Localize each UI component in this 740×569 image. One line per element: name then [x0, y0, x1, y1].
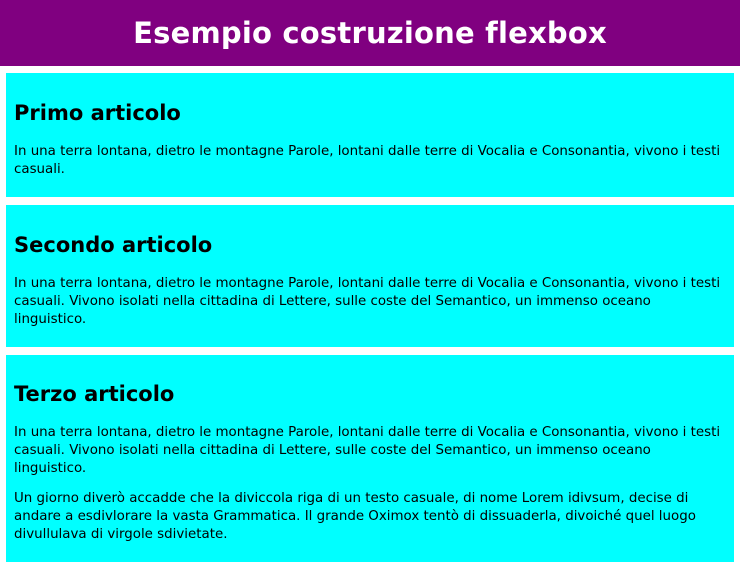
article-title: Secondo articolo	[14, 233, 213, 257]
article-terzo	[6, 355, 734, 562]
page-header	[0, 0, 740, 66]
article-title: Primo articolo	[14, 101, 181, 125]
article-secondo	[6, 205, 734, 347]
article-primo	[6, 73, 734, 197]
page-title: Esempio costruzione flexbox	[133, 16, 607, 50]
article-paragraph: In una terra lontana, dietro le montagne Parole, lontani dalle terre di Vocalia e Consonantia, vivono i testi casuali. Vivono isolati nella cittadina di Lettere, sulle coste del Semantico, un immenso oceano linguistico.	[14, 425, 721, 476]
article-paragraph: In una terra lontana, dietro le montagne Parole, lontani dalle terre di Vocalia e Consonantia, vivono i testi casuali.	[14, 144, 721, 177]
article-paragraph: In una terra lontana, dietro le montagne Parole, lontani dalle terre di Vocalia e Consonantia, vivono i testi casuali. Vivono isolati nella cittadina di Lettere, sulle coste del Semantico, un immenso oceano linguistico.	[14, 276, 721, 327]
article-title: Terzo articolo	[14, 382, 175, 406]
article-paragraph: Un giorno diverò accadde che la diviccola riga di un testo casuale, di nome Lorem idivsum, decise di andare a esdivlorare la vasta Grammatica. Il grande Oximox tentò di dissuaderla, divoiché quel luogo divullulava di virgole sdivietate.	[14, 491, 696, 542]
